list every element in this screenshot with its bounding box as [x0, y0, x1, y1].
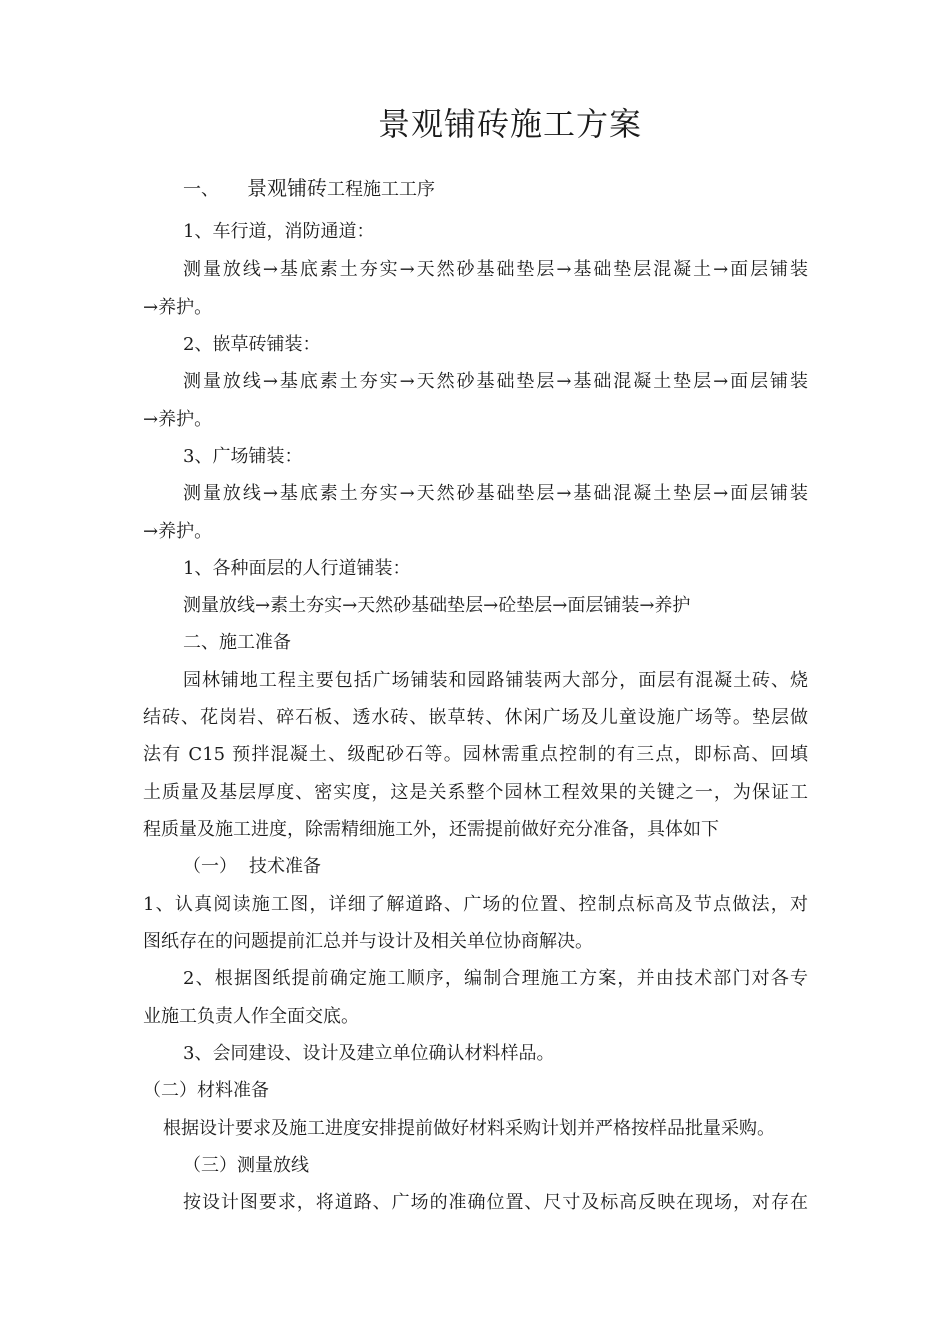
s1-item2-line2: →养护。 — [143, 409, 213, 430]
s1-item1-line2: →养护。 — [143, 297, 213, 318]
sub1-title: 技术准备 — [249, 856, 321, 877]
section1-prefix: 一、 — [183, 179, 219, 200]
s1-item3-line2: →养护。 — [143, 521, 213, 542]
sub3-heading: （三）测量放线 — [183, 1155, 309, 1176]
section1-heading-tail: 工程施工工序 — [327, 179, 435, 200]
tech3-line: 3、会同建设、设计及建立单位确认材料样品。 — [183, 1043, 555, 1064]
s1-item4-line1: 测量放线→素土夯实→天然砂基础垫层→砼垫层→面层铺装→养护 — [183, 595, 691, 616]
s2-para-line: 程质量及施工进度，除需精细施工外，还需提前做好充分准备，具体如下 — [143, 819, 719, 840]
sub1-heading — [183, 855, 321, 879]
s1-item1-title: 1、车行道，消防通道： — [183, 221, 375, 242]
tech2-line: 业施工负责人作全面交底。 — [143, 1006, 359, 1027]
section1-heading-main: 景观铺砖 — [247, 176, 327, 200]
s1-item3-title: 3、广场铺装： — [183, 446, 303, 467]
s1-item2-line1: 测量放线→基底素土夯实→天然砂基础垫层→基础混凝土垫层→面层铺装 — [183, 371, 808, 392]
s2-para-line: 法有 C15 预拌混凝土、级配砂石等。园林需重点控制的有三点，即标高、回填 — [143, 744, 808, 765]
tech2-line: 2、根据图纸提前确定施工顺序，编制合理施工方案，并由技术部门对各专 — [183, 968, 808, 989]
sub2-heading: （二）材料准备 — [143, 1080, 269, 1101]
material-para: 根据设计要求及施工进度安排提前做好材料采购计划并严格按样品批量采购。 — [163, 1118, 775, 1139]
survey-line: 按设计图要求，将道路、广场的准确位置、尺寸及标高反映在现场，对存在 — [183, 1192, 808, 1213]
section1-heading — [183, 176, 435, 202]
sub1-prefix: （一） — [183, 856, 237, 877]
s1-item1-line1: 测量放线→基底素土夯实→天然砂基础垫层→基础垫层混凝土→面层铺装 — [183, 259, 808, 280]
s2-para-line: 土质量及基层厚度、密实度，这是关系整个园林工程效果的关键之一，为保证工 — [143, 782, 808, 803]
section2-heading: 二、施工准备 — [183, 632, 291, 653]
s2-para-line: 结砖、花岗岩、碎石板、透水砖、嵌草转、休闲广场及儿童设施广场等。垫层做 — [143, 707, 808, 728]
tech1-line: 1、认真阅读施工图，详细了解道路、广场的位置、控制点标高及节点做法，对 — [143, 894, 808, 915]
document-title: 景观铺砖施工方案 — [377, 105, 642, 143]
s1-item3-line1: 测量放线→基底素土夯实→天然砂基础垫层→基础混凝土垫层→面层铺装 — [183, 483, 808, 504]
s1-item4-title: 1、各种面层的人行道铺装： — [183, 558, 411, 579]
s1-item2-title: 2、嵌草砖铺装： — [183, 334, 321, 355]
s2-para-line: 园林铺地工程主要包括广场铺装和园路铺装两大部分，面层有混凝土砖、烧 — [183, 670, 808, 691]
tech1-line: 图纸存在的问题提前汇总并与设计及相关单位协商解决。 — [143, 931, 593, 952]
